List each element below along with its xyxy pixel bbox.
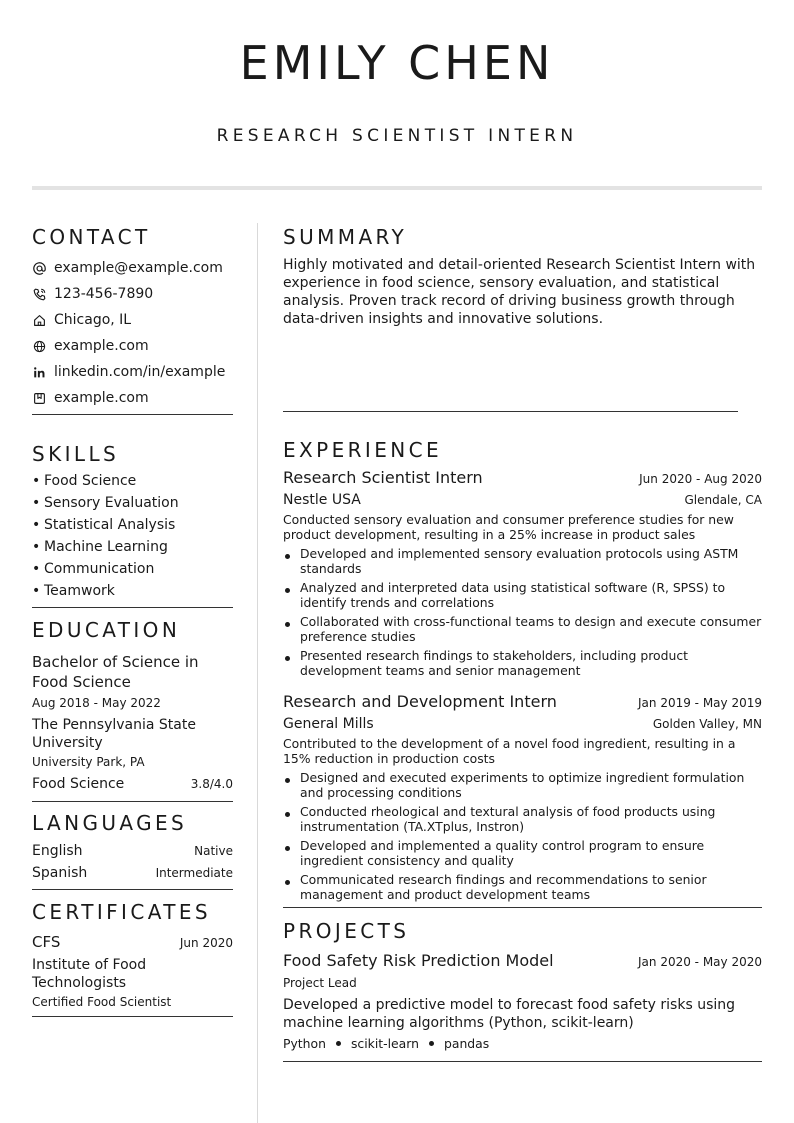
job-bullet [283, 614, 762, 644]
projects-divider [283, 1061, 762, 1062]
candidate-name: EMILY CHEN [239, 36, 555, 90]
job-bullet-text: Communicated research findings and recommendations to senior management and product development teams [300, 872, 707, 902]
column-divider [257, 223, 258, 1123]
skills-section [32, 441, 233, 608]
job-bullet-text: Presented research findings to stakeholders, including product development teams and senior management [300, 648, 688, 678]
job-bullets [283, 770, 762, 902]
tag-separator-icon [336, 1041, 341, 1046]
contact-email[interactable] [32, 255, 233, 281]
skill-item: • Sensory Evaluation [32, 492, 233, 514]
skills-list [32, 470, 233, 602]
at-icon [32, 261, 46, 275]
job-entry [283, 468, 762, 678]
education-field: Food Science [32, 776, 125, 792]
certificate-full-name: Certified Food Scientist [32, 995, 172, 1009]
globe-icon [32, 339, 46, 353]
job-company: Nestle USA [283, 492, 361, 508]
language-name: Spanish [32, 865, 88, 881]
contact-divider [32, 414, 233, 415]
job-entry [283, 692, 762, 902]
languages-title: LANGUAGES [32, 811, 188, 835]
bullet-dot-icon [283, 614, 300, 644]
job-description: Contributed to the development of a novel food ingredient, resulting in a 15% reduction in production costs [283, 736, 736, 766]
right-column [283, 224, 762, 1062]
job-bullet [283, 770, 762, 800]
job-location: Golden Valley, MN [652, 717, 762, 731]
contact-website-text: example.com [54, 338, 149, 354]
education-location: University Park, PA [32, 755, 145, 769]
project-tag: Python [283, 1036, 326, 1051]
job-bullet [283, 838, 762, 868]
contact-phone-text: 123-456-7890 [54, 286, 154, 302]
header-divider [32, 186, 762, 190]
job-bullet [283, 580, 762, 610]
bullet-dot-icon [283, 838, 300, 868]
education-title: EDUCATION [32, 618, 181, 642]
projects-title: PROJECTS [283, 919, 410, 943]
skill-item: • Teamwork [32, 580, 233, 602]
experience-section [283, 437, 762, 908]
job-bullet-text: Collaborated with cross-functional teams to design and execute consumer preference studies [300, 614, 762, 644]
skill-item: • Statistical Analysis [32, 514, 233, 536]
job-bullet [283, 648, 762, 678]
job-company-row [283, 716, 762, 732]
contact-list [32, 255, 233, 411]
contact-section [32, 224, 233, 415]
job-company: General Mills [283, 716, 374, 732]
skill-item: • Communication [32, 558, 233, 580]
job-header [283, 468, 762, 488]
education-school: The Pennsylvania State University [32, 717, 196, 751]
skill-item: • Food Science [32, 470, 233, 492]
portfolio-icon [32, 391, 46, 405]
languages-divider [32, 889, 233, 890]
summary-section [283, 224, 762, 412]
education-divider [32, 801, 233, 802]
job-title: Research and Development Intern [283, 692, 557, 711]
job-bullet-text: Developed and implemented sensory evaluation protocols using ASTM standards [300, 546, 739, 576]
contact-linkedin[interactable] [32, 359, 233, 385]
certificate-issuer: Institute of Food Technologists [32, 957, 147, 991]
languages-section [32, 810, 233, 890]
bullet-dot-icon [283, 770, 300, 800]
project-name: Food Safety Risk Prediction Model [283, 951, 554, 970]
language-level: Intermediate [155, 866, 233, 880]
home-icon [32, 313, 46, 327]
project-tags [283, 1036, 762, 1051]
summary-title: SUMMARY [283, 225, 408, 249]
job-dates: Jan 2019 - May 2019 [638, 696, 762, 710]
job-bullet-text: Conducted rheological and textural analysis of food products using instrumentation (TA.XTplus, Instron) [300, 804, 716, 834]
left-column [32, 224, 233, 1017]
language-name: English [32, 843, 83, 859]
education-degree: Bachelor of Science in Food Science [32, 653, 199, 691]
job-bullets [283, 546, 762, 678]
candidate-role: RESEARCH SCIENTIST INTERN [216, 126, 578, 146]
contact-portfolio[interactable] [32, 385, 233, 411]
certificate-date: Jun 2020 [179, 936, 233, 950]
project-description: Developed a predictive model to forecast food safety risks using machine learning algorithms (Python, scikit-learn) [283, 997, 736, 1031]
job-location: Glendale, CA [684, 493, 762, 507]
certificates-section [32, 899, 233, 1017]
certificate-name: CFS [32, 933, 61, 951]
projects-section [283, 918, 762, 1062]
contact-location [32, 307, 233, 333]
project-dates: Jan 2020 - May 2020 [638, 955, 762, 969]
language-row [32, 864, 233, 886]
experience-title: EXPERIENCE [283, 438, 443, 462]
education-gpa: 3.8/4.0 [190, 777, 233, 791]
education-dates: Aug 2018 - May 2022 [32, 696, 161, 710]
certificate-row [32, 933, 233, 951]
bullet-dot-icon [283, 546, 300, 576]
certificates-divider [32, 1016, 233, 1017]
skill-item: • Machine Learning [32, 536, 233, 558]
job-dates: Jun 2020 - Aug 2020 [639, 472, 762, 486]
skills-title: SKILLS [32, 442, 120, 466]
education-section [32, 617, 233, 802]
contact-website[interactable] [32, 333, 233, 359]
job-description: Conducted sensory evaluation and consumer preference studies for new product development, resulting in a 25% increase in product sales [283, 512, 734, 542]
job-bullet-text: Developed and implemented a quality control program to ensure ingredient consistency and quality [300, 838, 705, 868]
certificates-title: CERTIFICATES [32, 900, 212, 924]
project-tag: scikit-learn [350, 1036, 419, 1051]
summary-divider [283, 411, 738, 412]
job-bullet [283, 804, 762, 834]
bullet-dot-icon [283, 648, 300, 678]
project-tag: pandas [444, 1036, 490, 1051]
language-level: Native [194, 844, 233, 858]
job-bullet [283, 546, 762, 576]
contact-email-text: example@example.com [54, 260, 223, 276]
contact-location-text: Chicago, IL [54, 312, 132, 328]
experience-divider [283, 907, 762, 908]
job-bullet [283, 872, 762, 902]
bullet-dot-icon [283, 580, 300, 610]
project-header [283, 951, 762, 971]
job-company-row [283, 492, 762, 508]
bullet-dot-icon [283, 872, 300, 902]
summary-text: Highly motivated and detail-oriented Research Scientist Intern with experience in food science, sensory evaluation, and statistical analysis. Proven track record of driving business growth through data-driven insights and innovative solutions. [283, 257, 756, 327]
job-bullet-text: Designed and executed experiments to optimize ingredient formulation and processing conditions [300, 770, 745, 800]
education-field-row [32, 775, 233, 793]
skills-divider [32, 607, 233, 608]
project-role: Project Lead [283, 976, 357, 990]
job-bullet-text: Analyzed and interpreted data using statistical software (R, SPSS) to identify trends and correlations [300, 580, 726, 610]
contact-phone[interactable] [32, 281, 233, 307]
contact-linkedin-text: linkedin.com/in/example [54, 364, 226, 380]
contact-portfolio-text: example.com [54, 390, 149, 406]
contact-title: CONTACT [32, 225, 151, 249]
job-header [283, 692, 762, 712]
job-title: Research Scientist Intern [283, 468, 483, 487]
linkedin-icon [32, 365, 46, 379]
phone-icon [32, 287, 46, 301]
language-row [32, 842, 233, 864]
tag-separator-icon [429, 1041, 434, 1046]
bullet-dot-icon [283, 804, 300, 834]
